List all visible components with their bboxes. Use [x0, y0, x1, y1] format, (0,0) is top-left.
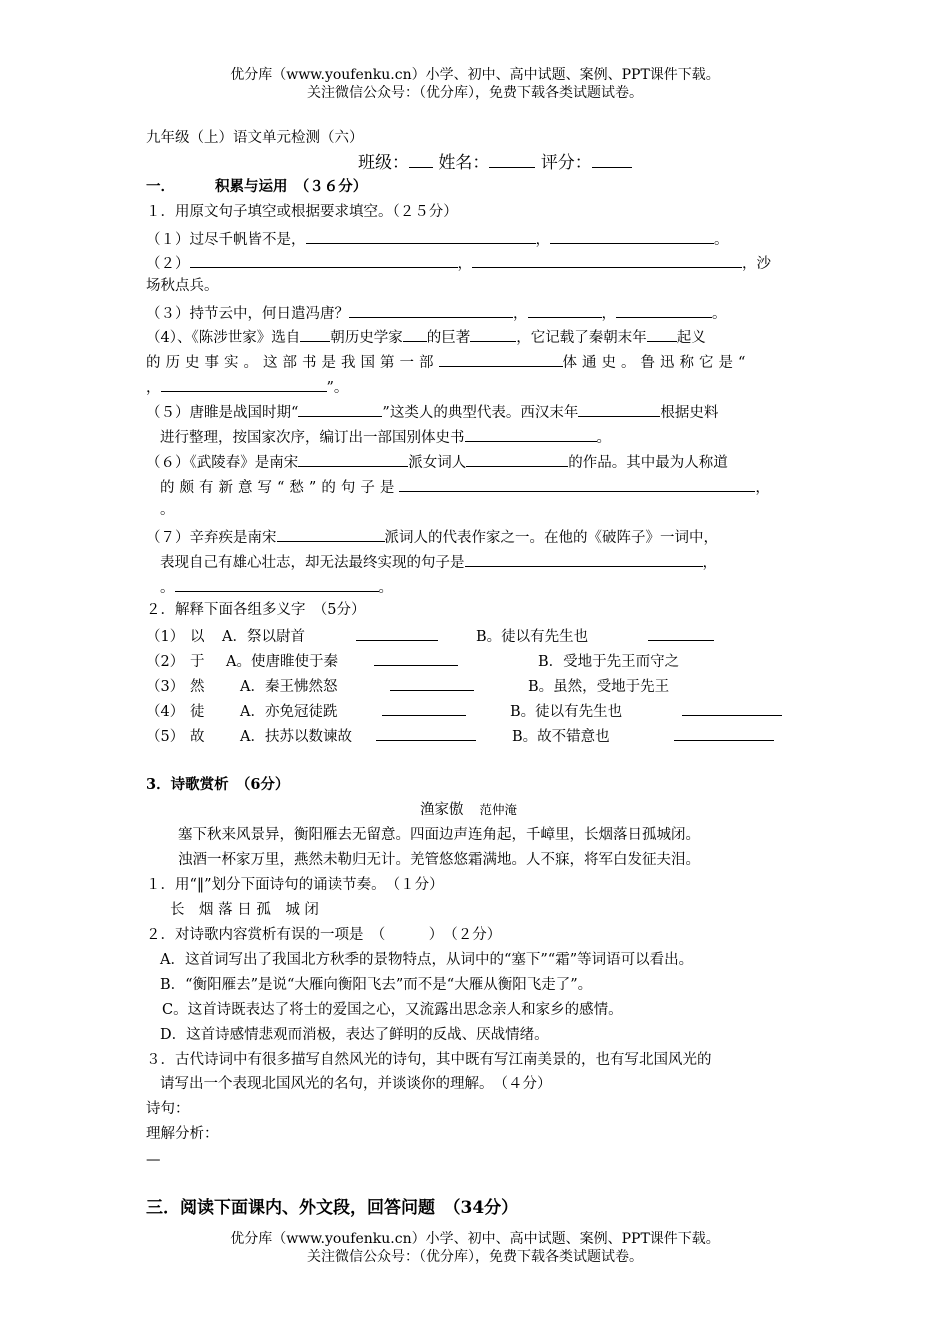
class-blank[interactable]	[409, 152, 433, 168]
q2-row: （5） 故 A．扶苏以数谏故 B。故不错意也	[146, 725, 774, 747]
header-line-1: 优分库（www.youfenku.cn）小学、初中、高中试题、案例、PPT课件下载。	[230, 67, 720, 83]
q1-item-3: （３）持节云中，何日遣冯唐？ ， ， 。	[146, 302, 727, 324]
poem-title: 渔家傲	[420, 802, 464, 818]
q2-row: （2） 于 A。使唐睢使于秦 B．受地于先王而守之	[146, 650, 679, 672]
part3-heading: 三．阅读下面课内、外文段，回答问题 （34分）	[146, 1198, 519, 1218]
poem-line-1: 塞下秋来风景异，衡阳雁去无留意。四面边声连角起，千嶂里，长烟落日孤城闭。	[178, 827, 700, 843]
answer-blank[interactable]	[175, 576, 379, 592]
answer-blank[interactable]	[465, 551, 703, 567]
q1-item-6-cont: 的颇有新意写“愁”的句子是 ，	[160, 476, 775, 498]
q1-item-5: （５）唐睢是战国时期“ ”这类人的典型代表。西汉末年 根据史料	[146, 401, 718, 423]
option-c: C。这首诗既表达了将士的爱国之心，又流露出思念亲人和家乡的感情。	[162, 1002, 623, 1018]
q2-title: ２．解释下面各组多义字 （5分）	[146, 602, 366, 618]
answer-blank[interactable]	[472, 252, 742, 268]
header-line-2: 关注微信公众号：（优分库），免费下载各类试题试卷。	[307, 85, 643, 101]
answer-blank[interactable]	[298, 401, 382, 417]
answer-blank[interactable]	[298, 451, 408, 467]
answer-blank[interactable]	[528, 302, 602, 318]
answer-blank[interactable]	[382, 700, 466, 716]
part1-heading: 一． 积累与运用 （３６分）	[146, 178, 368, 195]
answer-blank[interactable]	[578, 401, 660, 417]
poem-heading	[420, 800, 517, 820]
answer-blank[interactable]	[277, 526, 385, 542]
answer-blank[interactable]	[403, 326, 427, 342]
score-blank[interactable]	[592, 152, 632, 168]
score-label: 评分：	[540, 153, 592, 173]
q1-item-4-cont: 的历史事实。这部书是我国第一部 体通史。鲁迅称它是“	[146, 351, 750, 373]
answer-blank[interactable]	[647, 326, 677, 342]
q3-sub2: ２．对诗歌内容赏析有误的一项是 （ ） （２分）	[146, 927, 502, 943]
footer-line-2: 关注微信公众号：（优分库），免费下载各类试题试卷。	[307, 1249, 643, 1265]
q1-item-5-cont: 进行整理，按国家次序，编订出一部国别体史书 。	[160, 426, 611, 448]
q3-sub3: ３．古代诗词中有很多描写自然风光的诗句，其中既有写江南美景的，也有写北国风光的	[146, 1052, 712, 1068]
option-a: A．这首词写出了我国北方秋季的景物特点，从词中的“塞下”“霜”等词语可以看出。	[160, 952, 694, 968]
answer-blank[interactable]	[399, 476, 755, 492]
q1-item-6-cont2: 。	[160, 502, 175, 518]
q3-sub1: １．用“‖”划分下面诗句的诵读节奏。 （１分）	[146, 877, 444, 893]
answer-blank[interactable]	[674, 725, 774, 741]
q2-row: （3） 然 A．秦王怫然怒 B。虽然，受地于先王	[146, 675, 669, 697]
class-label: 班级：	[358, 153, 409, 173]
student-info-line	[358, 152, 632, 173]
q3-sub1-line: 长 烟 落 日 孤 城 闭	[170, 902, 319, 918]
q3-sub3-cont: 请写出一个表现北国风光的名句，并谈谈你的理解。 （４分）	[160, 1076, 552, 1092]
q1-item-1: （１）过尽千帆皆不是， ， 。	[146, 228, 729, 250]
answer-blank[interactable]	[374, 650, 458, 666]
q1-item-6: （６）《武陵春》是南宋 派女词人 的作品。其中最为人称道	[146, 451, 728, 473]
answer-blank[interactable]	[466, 451, 568, 467]
footer-line-1: 优分库（www.youfenku.cn）小学、初中、高中试题、案例、PPT课件下载。	[230, 1231, 720, 1247]
answer-blank[interactable]	[349, 302, 513, 318]
answer-blank[interactable]	[470, 326, 516, 342]
answer-blank[interactable]	[161, 376, 327, 392]
q1-item-7: （７）辛弃疾是南宋 派词人的代表作家之一。在他的《破阵子》一词中，	[146, 526, 718, 548]
answer-blank[interactable]	[376, 725, 476, 741]
analysis-label: 理解分析：	[146, 1126, 219, 1142]
poem-author: 范仲淹	[479, 802, 518, 817]
option-b: B．“衡阳雁去”是说“大雁向衡阳飞去”而不是“大雁从衡阳飞走了”。	[160, 977, 593, 993]
q1-item-4-cont2: ， ”。	[146, 376, 348, 398]
poem-line-2: 浊酒一杯家万里，燕然未勒归无计。羌管悠悠霜满地。人不寐，将军白发征夫泪。	[178, 852, 700, 868]
answer-blank[interactable]	[356, 625, 438, 641]
answer-blank[interactable]	[300, 326, 330, 342]
answer-blank[interactable]	[439, 351, 563, 367]
q1-item-4: （4）、《陈涉世家》选自 朝历史学家 的巨著 ，它记载了秦朝末年 起义	[146, 326, 706, 348]
poem-line-label: 诗句：	[146, 1101, 190, 1117]
q2-row: （4） 徒 A．亦免冠徒跣 B。徒以有先生也	[146, 700, 782, 722]
answer-blank[interactable]	[550, 228, 714, 244]
q1-item-7-cont: 表现自己有雄心壮志，却无法最终实现的句子是 ，	[160, 551, 717, 573]
q1-item-2-cont: 场秋点兵。	[146, 278, 219, 294]
answer-blank[interactable]	[390, 675, 474, 691]
answer-blank[interactable]	[648, 625, 714, 641]
q1-title: １．用原文句子填空或根据要求填空。（２５分）	[146, 204, 458, 220]
answer-blank[interactable]	[682, 700, 782, 716]
q1-item-7-cont2: 。 。	[160, 576, 393, 598]
answer-blank[interactable]	[190, 252, 458, 268]
q3-title: 3．诗歌赏析 （6分）	[146, 776, 290, 793]
exam-title: 九年级（上）语文单元检测（六）	[146, 130, 364, 146]
q1-item-2: （２） ， ，沙	[146, 252, 771, 274]
answer-blank[interactable]	[306, 228, 536, 244]
answer-blank[interactable]	[465, 426, 597, 442]
q2-row: （1） 以 A．祭以尉首 B。徒以有先生也	[146, 625, 714, 647]
name-label: 姓名：	[438, 153, 490, 173]
answer-dash: —	[146, 1152, 161, 1168]
option-d: D．这首诗感情悲观而消极，表达了鲜明的反战、厌战情绪。	[160, 1027, 549, 1043]
answer-blank[interactable]	[616, 302, 712, 318]
name-blank[interactable]	[489, 152, 535, 168]
